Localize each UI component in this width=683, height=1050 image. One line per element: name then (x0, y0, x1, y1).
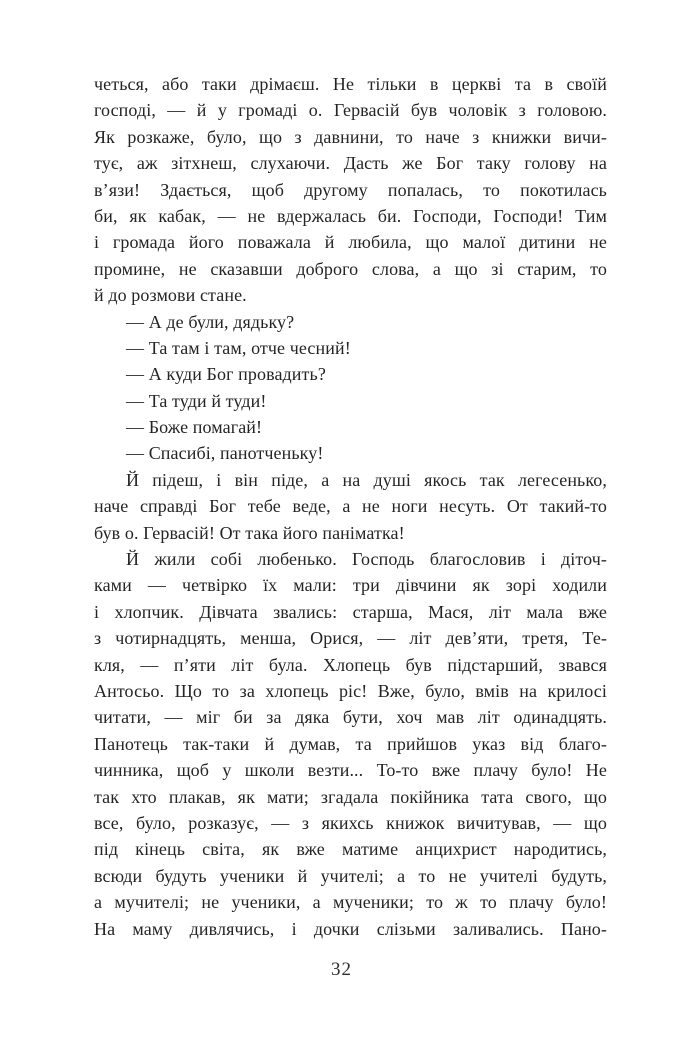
dialogue-line: — Боже помагай! (126, 417, 263, 438)
text-line: Й підеш, і він піде, а на душі якось так легесенько, (126, 469, 607, 490)
dialogue-line: — Спасибі, панотченьку! (126, 443, 324, 464)
text-line: кля, — п’яти літ була. Хлопець був підстарший, звався (94, 654, 607, 675)
page-number: 32 (331, 959, 352, 980)
text-line: Антосьо. Що то за хлопець ріс! Вже, було, вмів на крилосі (94, 680, 607, 701)
text-line: читати, — міг би за дяка бути, хоч мав літ одинадцять. (94, 707, 607, 728)
text-line: з чотирнадцять, менша, Орися, — літ дев’яти, третя, Те- (94, 628, 607, 649)
text-line: і хлопчик. Дівчата звались: старша, Мася, літ мала вже (94, 601, 607, 622)
text-line: так хто плакав, як мати; згадала покійника тата свого, що (94, 786, 607, 807)
text-line: і громада його поважала й любила, що малої дитини не (94, 232, 607, 253)
text-line: все, було, розказує, — з якихсь книжок вичитував, — що (94, 812, 607, 833)
dialogue-line: — Та туди й туди! (126, 390, 267, 411)
text-line: а мучителі; не ученики, а мученики; то ж то плачу було! (94, 892, 607, 913)
text-line: Як розкаже, було, що з давнини, то наче з книжки вичи- (94, 126, 607, 147)
text-line: би, як кабак, — не вдержалась би. Господи, Господи! Тим (94, 205, 607, 226)
text-line: всюди будуть ученики й учителі; а то не учителі будуть, (94, 865, 607, 886)
text-line: чинника, щоб у школи везти... То-то вже плачу було! Не (94, 760, 607, 781)
dialogue-line: — А де були, дядьку? (126, 311, 295, 332)
text-line: господі, — й у громаді о. Гервасій був чоловік з головою. (94, 100, 607, 121)
text-line: четься, або таки дрімаєш. Не тільки в церкві та в своїй (94, 74, 607, 94)
text-line: був о. Гервасій! От така його паніматка! (94, 522, 405, 543)
dialogue-line: — Та там і там, отче чесний! (126, 337, 351, 358)
text-line: На маму дивлячись, і дочки слізьми заливались. Пано- (94, 918, 607, 939)
text-line: промине, не сказавши доброго слова, а що зі старим, то (94, 258, 607, 279)
text-line: ками — четвірко їх мали: три дівчини як зорі ходили (94, 575, 607, 596)
dialogue-line: — А куди Бог провадить? (126, 364, 326, 385)
text-line: Й жили собі любенько. Господь благословив і діточ- (126, 549, 607, 570)
text-line: наче справді Бог тебе веде, а не ноги несуть. От такий-то (94, 496, 607, 517)
text-line: тує, аж зітхнеш, слухаючи. Дасть же Бог таку голову на (94, 153, 607, 174)
text-line: й до розмови стане. (94, 285, 247, 306)
text-line: під кінець світа, як вже матиме анцихрист народитись, (94, 839, 607, 860)
text-line: Панотець так-таки й думав, та прийшов указ від благо- (94, 733, 607, 754)
text-line: в’язи! Здається, щоб другому попалась, то покотилась (94, 179, 607, 200)
body-text (94, 71, 607, 942)
